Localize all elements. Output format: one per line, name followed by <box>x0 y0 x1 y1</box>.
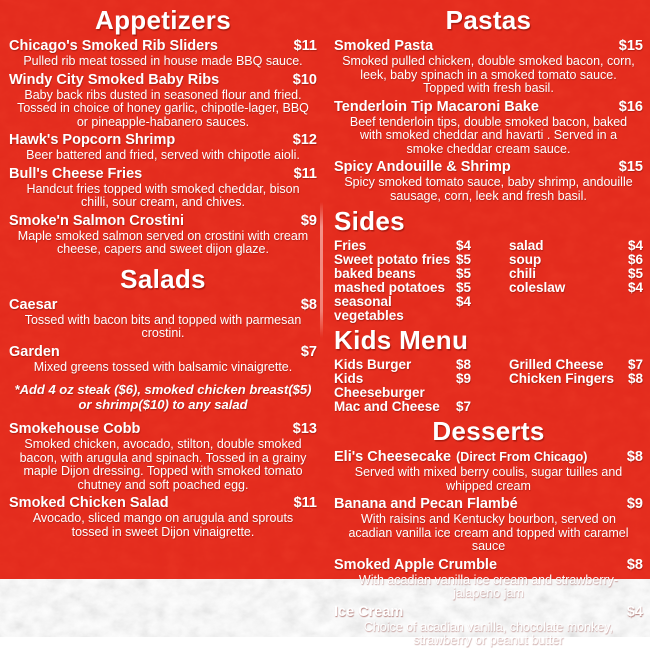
sides-subcolumn-1 <box>334 239 509 323</box>
kids-subcolumn-2 <box>509 358 643 414</box>
side-item <box>334 281 509 295</box>
side-price: $4 <box>627 238 643 253</box>
side-price: $5 <box>627 266 643 281</box>
item-price: $13 <box>292 421 317 437</box>
side-price: $4 <box>456 294 472 309</box>
item-price: $11 <box>293 165 317 182</box>
item-name: Garden <box>9 343 60 360</box>
side-item <box>334 267 509 281</box>
side-name: Sweet potato fries <box>334 252 451 267</box>
section-title-kids-menu: Kids Menu <box>334 325 469 355</box>
side-name: mashed potatoes <box>334 280 446 295</box>
item-price: $15 <box>618 38 643 54</box>
item-price: $11 <box>293 38 317 54</box>
menu-column-right <box>325 0 650 647</box>
kids-item-price: $8 <box>456 357 472 372</box>
item-description: Pulled rib meat tossed in house made BBQ sauce. <box>23 54 303 68</box>
menu-column-left <box>0 0 325 579</box>
kids-list <box>334 358 643 414</box>
item-description: Avocado, sliced mango on arugula and sprouts tossed in sweet Dijon vinaigrette. <box>32 511 294 539</box>
kids-item-name: Mac and Cheese <box>334 399 440 414</box>
side-name: seasonal vegetables <box>334 294 404 323</box>
side-item <box>509 239 643 253</box>
item-description: Choice of acadian vanilla, chocolate monkey, strawberry or peanut butter <box>363 619 614 647</box>
side-item <box>509 267 643 281</box>
item-price: $11 <box>293 495 317 511</box>
section-title-pastas: Pastas <box>445 5 532 35</box>
item-name-subtext: (Direct From Chicago) <box>456 450 588 464</box>
salad-addons-note: *Add 4 oz steak ($6), smoked chicken breast($5) or shrimp($10) to any salad <box>14 382 312 412</box>
menu-item-ice-cream <box>334 604 643 648</box>
item-name: Smoked Apple Crumble <box>334 556 498 573</box>
item-description: Tossed with bacon bits and topped with parmesan crostini. <box>24 312 302 340</box>
item-price: $8 <box>626 556 643 573</box>
menu-item-smoked-chicken-salad <box>9 495 317 539</box>
side-name: soup <box>509 252 542 267</box>
item-name: Smoked Pasta <box>334 38 434 54</box>
side-name: salad <box>509 238 544 253</box>
item-price: $4 <box>626 603 643 620</box>
item-description: With raisins and Kentucky bourbon, served on acadian vanilla ice cream and topped with caramel sauce <box>348 512 629 553</box>
kids-item-price: $7 <box>627 357 643 372</box>
section-title-salads: Salads <box>120 263 206 294</box>
item-name: Ice Cream <box>334 603 404 620</box>
item-price: $8 <box>300 296 317 313</box>
item-price: $15 <box>618 159 643 175</box>
menu-item-smoked-pasta <box>334 38 643 96</box>
sides-subcolumn-2 <box>509 239 643 323</box>
item-description: Spicy smoked tomato sauce, baby shrimp, andouille sausage, corn, leek and fresh basil. <box>344 175 633 203</box>
item-description: Maple smoked salmon served on crostini with cream cheese, capers and sweet dijon glaze. <box>17 228 309 256</box>
item-description: Baby back ribs dusted in seasoned flour and fried. Tossed in choice of honey garlic, chipotle-lager, BBQ or pineapple-habanero sauces. <box>17 87 309 129</box>
menu-item-macaroni-bake <box>334 99 643 157</box>
kids-item-price: $7 <box>456 399 472 414</box>
side-price: $6 <box>627 252 643 267</box>
kids-item-price: $8 <box>627 371 643 386</box>
item-price: $12 <box>292 132 317 148</box>
item-price: $8 <box>626 449 643 465</box>
side-item <box>334 253 509 267</box>
item-name: Windy City Smoked Baby Ribs <box>9 71 220 88</box>
item-price: $10 <box>292 71 317 88</box>
item-name: Smoke'n Salmon Crostini <box>9 212 185 229</box>
item-description: With acadian vanilla ice cream and strawberry-jalapeno jam <box>358 572 619 600</box>
item-price: $16 <box>618 98 643 115</box>
kids-item-name: Chicken Fingers <box>509 371 615 386</box>
side-item <box>334 295 509 323</box>
item-name: Chicago's Smoked Rib Sliders <box>9 38 218 54</box>
item-name: Bull's Cheese Fries <box>9 165 143 182</box>
kids-item <box>334 372 509 400</box>
menu-item-apple-crumble <box>334 557 643 601</box>
side-name: coleslaw <box>509 280 566 295</box>
item-description: Beer battered and fried, served with chipotle aioli. <box>26 148 300 162</box>
side-item <box>509 281 643 295</box>
item-name: Tenderloin Tip Macaroni Bake <box>334 98 539 115</box>
item-name: Eli's Cheesecake <box>334 449 452 465</box>
menu-item-cheesecake <box>334 449 643 493</box>
section-title-sides: Sides <box>334 206 405 236</box>
kids-subcolumn-1 <box>334 358 509 414</box>
side-item <box>509 253 643 267</box>
item-description: Handcut fries topped with smoked cheddar, bison chilli, sour cream, and chives. <box>26 181 300 209</box>
side-price: $4 <box>627 280 643 295</box>
side-name: chili <box>509 266 537 281</box>
menu-item-baby-ribs <box>9 72 317 130</box>
side-price: $5 <box>456 266 472 281</box>
sides-list <box>334 239 643 323</box>
item-name: Banana and Pecan Flambé <box>334 496 518 512</box>
item-price: $7 <box>300 343 317 360</box>
item-description: Smoked pulled chicken, double smoked bacon, corn, leek, baby spinach in a smoked tomato sauce. Topped with fresh basil. <box>342 54 635 95</box>
item-price: $9 <box>626 496 643 512</box>
menu-item-rib-sliders <box>9 38 317 69</box>
section-title-desserts: Desserts <box>432 416 545 446</box>
menu-item-smokehouse-cobb <box>9 421 317 492</box>
menu-item-salmon-crostini <box>9 213 317 257</box>
side-name: Fries <box>334 238 367 253</box>
item-name: Spicy Andouille & Shrimp <box>334 159 511 175</box>
kids-item-name: Kids Burger <box>334 357 412 372</box>
side-item <box>334 239 509 253</box>
kids-item <box>509 372 643 386</box>
menu-item-caesar <box>9 297 317 341</box>
menu-item-cheese-fries <box>9 166 317 210</box>
item-name: Smokehouse Cobb <box>9 421 141 437</box>
menu-item-banana-flambe <box>334 496 643 554</box>
item-price: $9 <box>300 212 317 229</box>
kids-item-name: Kids Cheeseburger <box>334 371 425 400</box>
item-name: Hawk's Popcorn Shrimp <box>9 132 176 148</box>
kids-item-price: $9 <box>456 371 472 386</box>
kids-item-name: Grilled Cheese <box>509 357 604 372</box>
item-description: Mixed greens tossed with balsamic vinaigrette. <box>33 359 293 374</box>
menu-item-popcorn-shrimp <box>9 132 317 163</box>
item-description: Smoked chicken, avocado, stilton, double smoked bacon, with arugula and spinach. Tossed in a grainy maple Dijon dressing. Topped with smoked tomato chutney and soft poached egg. <box>19 437 307 492</box>
item-name: Caesar <box>9 296 58 313</box>
item-name: Smoked Chicken Salad <box>9 495 169 511</box>
item-description: Beef tenderloin tips, double smoked bacon, baked with smoked cheddar and havarti . Served in a smoke cheddar cream sauce. <box>349 114 628 156</box>
kids-item <box>334 400 509 414</box>
section-title-appetizers: Appetizers <box>95 5 231 35</box>
side-price: $5 <box>456 280 472 295</box>
kids-item <box>334 358 509 372</box>
side-name: baked beans <box>334 266 416 281</box>
side-price: $4 <box>456 238 472 253</box>
kids-item <box>509 358 643 372</box>
menu-item-andouille-shrimp <box>334 159 643 203</box>
item-description: Served with mixed berry coulis, sugar tuilles and whipped cream <box>354 465 623 493</box>
menu-item-garden <box>9 344 317 375</box>
side-price: $5 <box>456 252 472 267</box>
